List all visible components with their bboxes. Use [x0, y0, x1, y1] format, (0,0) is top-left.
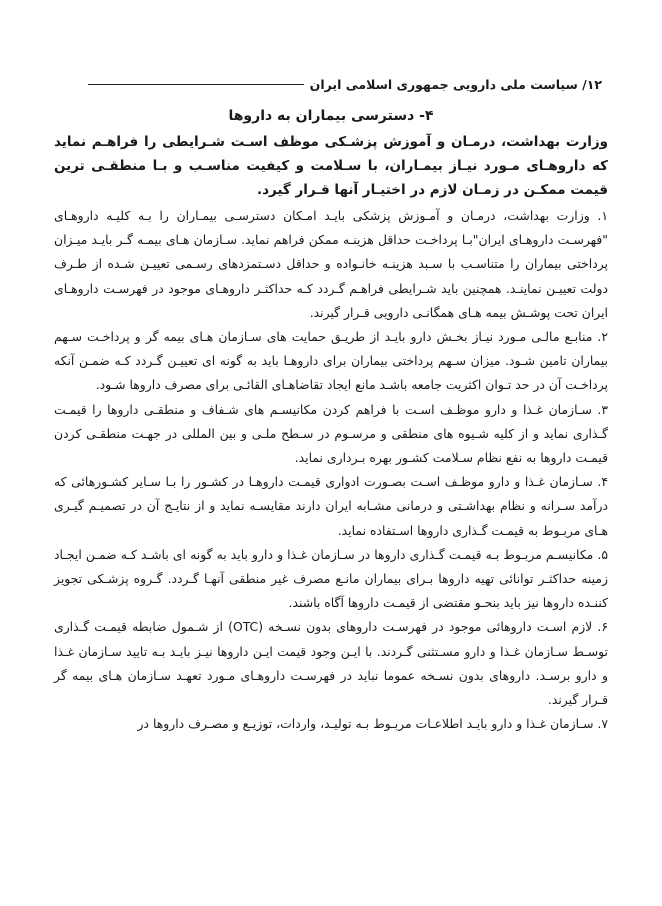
- paragraph-2: ۲. منابـع مالـی مـورد نیـاز بخـش دارو بایـد از طریـق حمایت های سـازمان هـای بیمه گر و پرداخـت سـهم بیماران تامین شـود. میزان سـهم پرداختی بیماران برای داروهـا باید به گونه ای تعییـن گـردد کـه ضمـن آنکه پرداخـت آن در حد تـوان اکثریت جامعه باشـد مانع ایجاد تقاضاهـای القائـی برای مصرف داروها شـود.: [54, 329, 608, 393]
- paragraph-4: ۴. سـازمان غـذا و دارو موظـف اسـت بصـورت ادواری قیمـت داروهـا در کشـور را بـا سـایر کشـورهائی که درآمد سـرانه و نظام بهداشـتی و درمانی مشـابه ایران دارند مقایسـه نماید و از نتایـج آن در تصمیـم گیـری هـای مربـوط به قیمـت گـذاری داروها اسـتفاده نماید.: [54, 474, 608, 538]
- paragraph-3: ۳. سـازمان غـذا و دارو موظـف اسـت با فراهم کردن مکانیسـم های شـفاف و منطقـی داروها را قیمـت گـذاری نماید و از کلیه شـیوه های منطقی و مرسـوم در سـطح ملـی و بین المللی در جهـت منطقـی کردن قیمـت داروها به نفع نظام سـلامت کشـور بهره بـرداری نماید.: [54, 401, 608, 466]
- paragraph-7: ۷. سـازمان غـذا و دارو بایـد اطلاعـات مربـوط بـه تولیـد، واردات، توزیـع و مصـرف داروها در: [137, 716, 608, 732]
- paragraph-5: ۵. مکانیسـم مربـوط بـه قیمـت گـذاری داروها در سـازمان غـذا و دارو باید به گونه ای باشـد کـه ضمـن ایجـاد زمینه حداکثـر توانائی تهیه داروها بـرای بیماران مانـع مصرف غیر منطقی آنهـا گـردد. گـروه پزشـکی تجویز کننـده داروها نیز باید بنحـو مقتضی از قیمـت داروها آگاه باشند.: [54, 546, 608, 611]
- paragraph-6: ۶. لازم اسـت داروهائی موجود در فهرسـت داروهای بدون نسـخه (OTC) از شـمول ضابطه قیمـت گـذاری توسـط سـازمان غـذا و دارو مسـتثنی گـردند. با ایـن وجود قیمت ایـن داروها نیـز بایـد بـه تایید سـازمان غـذا و دارو برسـد. داروهای بدون نسـخه عموما نباید در فهرسـت داروهـای مـورد تعهـد سـازمان هـای بیمه گر قـرار گیرند.: [54, 619, 608, 708]
- running-header-title: ۱۲/ سیاست ملی دارویی جمهوری اسلامی ایران: [309, 76, 602, 92]
- section-heading: ۴- دسترسی بیماران به داروها: [228, 108, 434, 124]
- page-body: [54, 104, 608, 736]
- running-header: [88, 74, 602, 94]
- lead-paragraph: وزارت بهداشت، درمـان و آموزش پزشـکی موظف اسـت شـرایطی را فراهـم نماید که داروهـای مـورد نیـاز بیمـاران، با سـلامت و کیفیت مناسـب و بـا منطقـی ترین قیمت ممکـن در زمـان لازم در اختیـار آنها قـرار گیرد.: [54, 134, 608, 198]
- header-rule: [88, 84, 304, 85]
- paragraph-1: ۱. وزارت بهداشت، درمـان و آمـوزش پزشکی بایـد امـکان دسترسـی بیمـاران را بـه کلیـه داروهـای "فهرسـت داروهـای ایران"بـا پرداخـت حداقل هزینـه ممکن فراهم نماید. سـازمان هـای بیمـه گـر بایـد میـزان پرداختی بیماران را متناسـب با سـبد هزینـه خانـواده و حداقل دسـتمزدهای رسـمی تعییـن شـده از طـرف دولت تعییـن نماینـد. همچنین باید شـرایطی فراهـم گـردد کـه حداکثـر داروهـای موجود در فهرسـت داروهـای ایران تحت پوشـش بیمه هـای همگانـی دارویی قـرار گیرند.: [54, 208, 608, 320]
